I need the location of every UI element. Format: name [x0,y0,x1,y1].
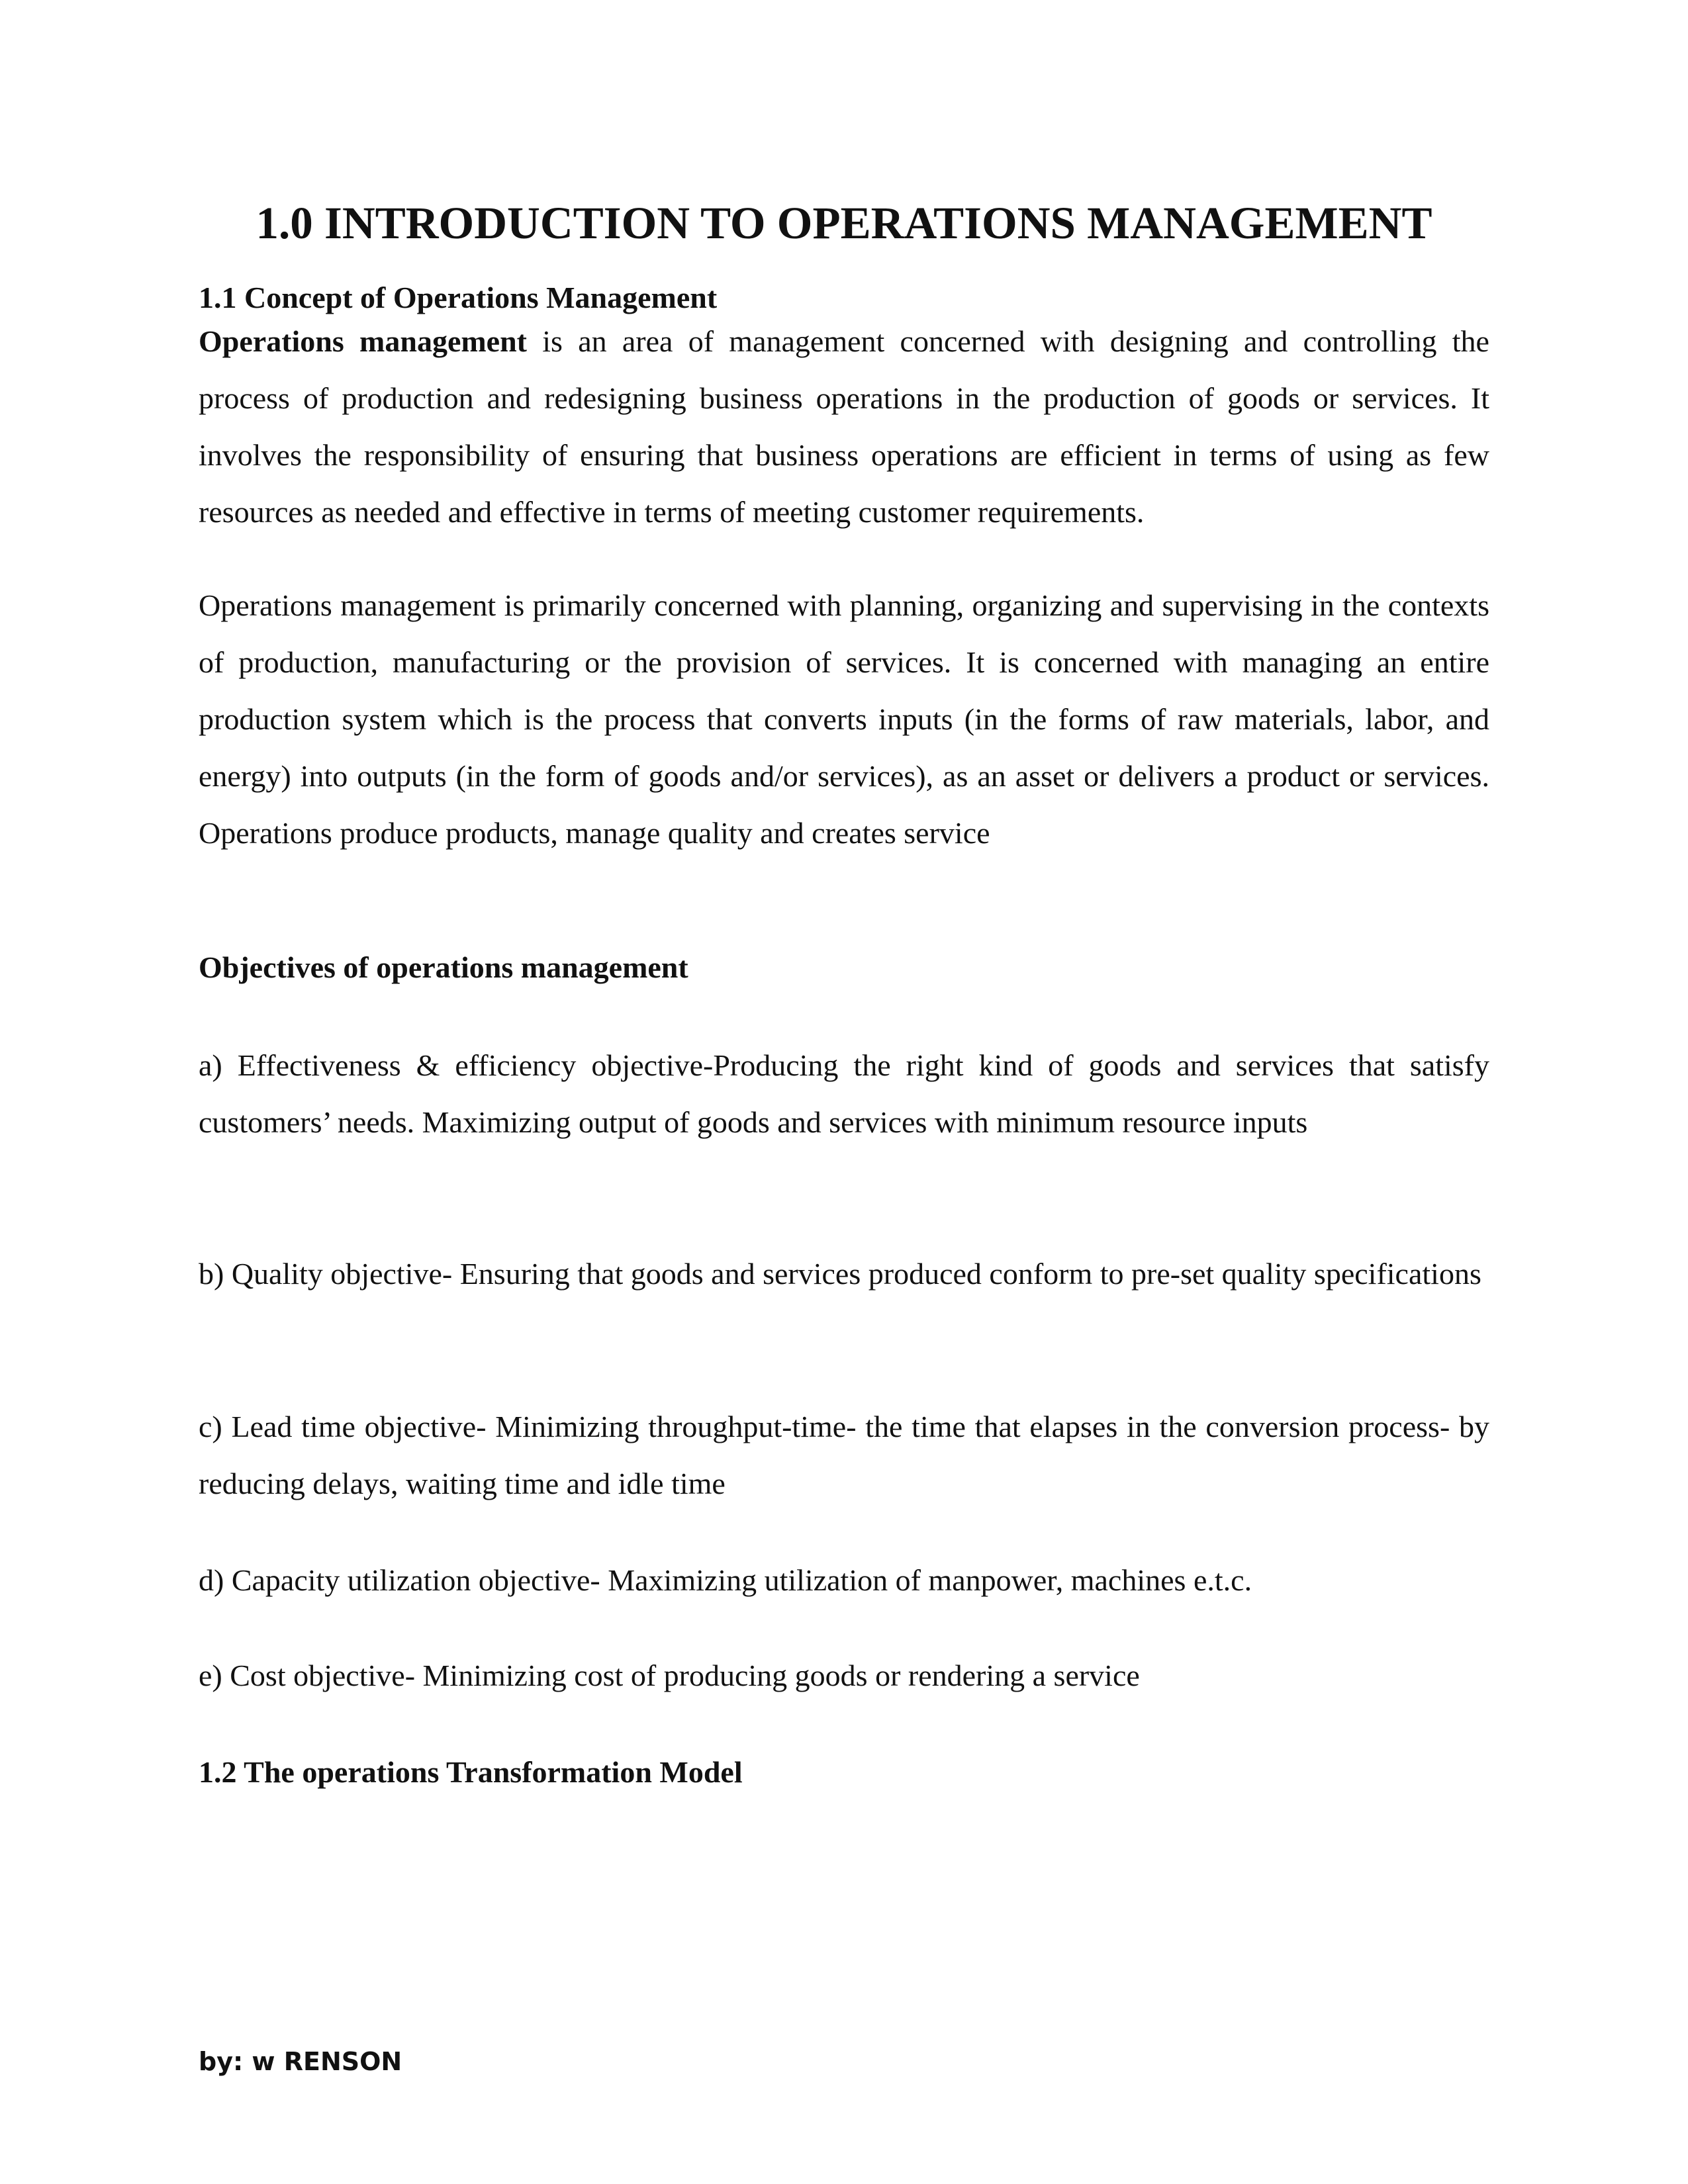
objectives-heading: Objectives of operations management [199,950,688,984]
objective-item-c: c) Lead time objective- Minimizing throughput-time- the time that elapses in the conversion process- by reducing delays, waiting time and idle time [199,1410,1489,1500]
section-heading-transformation-model: 1.2 The operations Transformation Model [199,1755,743,1789]
objective-item-a: a) Effectiveness & efficiency objective-Producing the right kind of goods and services that satisfy customers’ needs. Maximizing output of goods and services with minimum resource inputs [199,1048,1489,1139]
concept-paragraph-1 [199,313,1489,541]
operations-management-term: Operations management [199,324,527,358]
concept-paragraph-2: Operations management is primarily concerned with planning, organizing and supervising in the contexts of production, manufacturing or the provision of services. It is concerned with managing an entire production system which is the process that converts inputs (in the forms of raw materials, labor, and energy) into outputs (in the form of goods and/or services), as an asset or delivers a product or services. Operations produce products, manage quality and creates service [199,588,1489,850]
author-footer: by: w RENSON [199,2047,402,2076]
objective-item-e: e) Cost objective- Minimizing cost of producing goods or rendering a service [199,1659,1140,1692]
page-title: 1.0 INTRODUCTION TO OPERATIONS MANAGEMENT [256,198,1432,248]
section-heading-concept: 1.1 Concept of Operations Management [199,281,718,314]
objective-item-d: d) Capacity utilization objective- Maximizing utilization of manpower, machines e.t.c. [199,1563,1252,1597]
concept-paragraph-1-text: is an area of management concerned with designing and controlling the process of production and redesigning business operations in the production of goods or services. It involves the responsibility of ensuring that business operations are efficient in terms of using as few resources as needed and effective in terms of meeting customer requirements. [199,324,1489,529]
objective-item-b: b) Quality objective- Ensuring that goods and services produced conform to pre-set quality specifications [199,1257,1481,1291]
